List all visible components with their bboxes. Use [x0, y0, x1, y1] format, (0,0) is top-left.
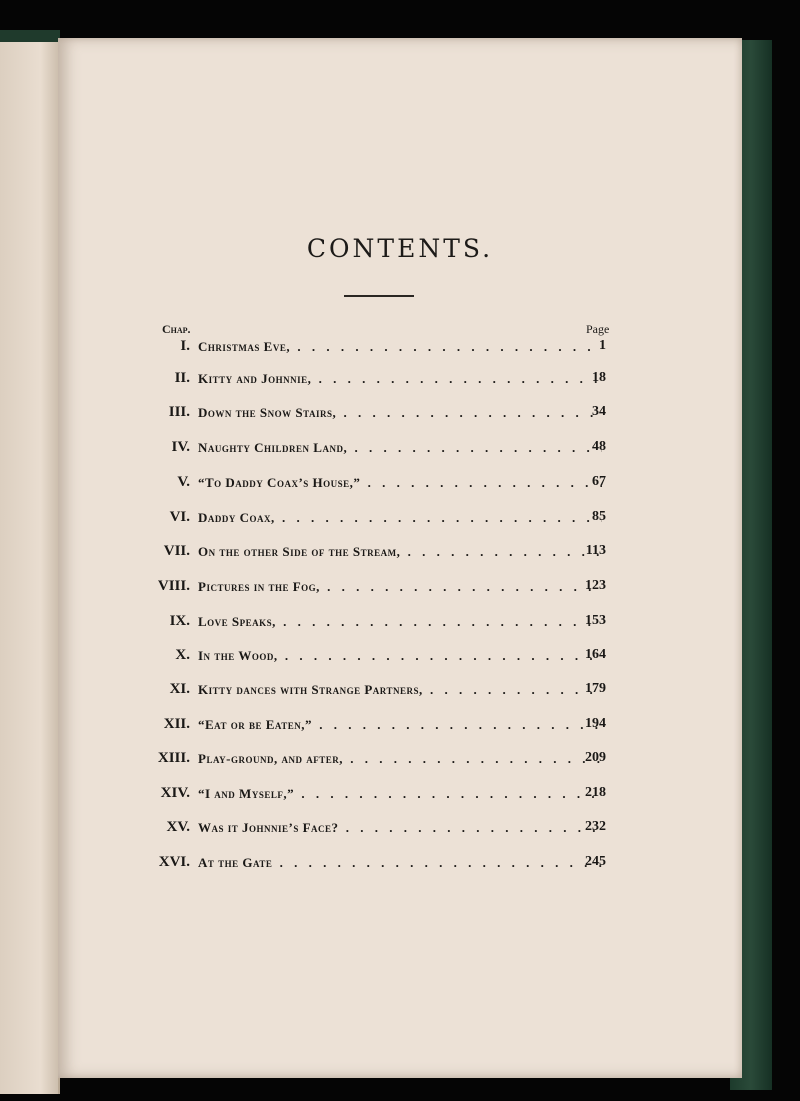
toc-entry — [58, 404, 742, 428]
page-column-heading: Page — [586, 322, 610, 336]
page-number: 164 — [585, 647, 606, 662]
chapter-title: Kitty and Johnnie, . . . — [198, 371, 602, 387]
chapter-numeral: V. — [177, 474, 190, 490]
title-rule — [344, 295, 414, 297]
chapter-title: On the other Side of the Stream, . . . — [198, 544, 602, 560]
page-number: 179 — [585, 681, 606, 696]
chapter-numeral: IX. — [169, 613, 190, 629]
page-number: 34 — [592, 404, 606, 419]
chapter-title: Down the Snow Stairs, . . . — [198, 405, 602, 421]
page-title: CONTENTS. — [306, 234, 494, 263]
chapter-numeral: XI. — [169, 681, 190, 697]
chapter-title: “To Daddy Coax’s House,” . . . — [198, 475, 602, 491]
chapter-title: Daddy Coax, . . . — [198, 510, 602, 526]
toc-entry — [58, 509, 742, 533]
toc-entry — [58, 578, 742, 602]
chapter-numeral: XIII. — [157, 750, 190, 766]
page-number: 194 — [585, 716, 606, 731]
toc-entry — [58, 613, 742, 637]
chapter-numeral: X. — [175, 647, 190, 663]
chapter-title: Love Speaks, . . . — [198, 614, 602, 630]
toc-entry — [58, 750, 742, 774]
page-number: 153 — [585, 613, 606, 628]
chapter-numeral: II. — [174, 370, 190, 386]
toc-entry — [58, 543, 742, 567]
chapter-title: Pictures in the Fog, . . . — [198, 579, 602, 595]
chapter-numeral: XII. — [163, 716, 190, 732]
chapter-numeral: XIV. — [160, 785, 190, 801]
chapter-numeral: I. — [180, 338, 190, 354]
toc-entry — [58, 338, 742, 362]
chapter-title: In the Wood, . . . — [198, 648, 602, 664]
page-number: 245 — [585, 854, 606, 869]
toc-entry — [58, 716, 742, 740]
page-number: 209 — [585, 750, 606, 765]
chapter-title: Was it Johnnie’s Face? . . . — [198, 820, 602, 836]
page-number: 218 — [585, 785, 606, 800]
toc-entry — [58, 370, 742, 394]
chapter-title: “Eat or be Eaten,” . . . — [198, 717, 602, 733]
chapter-numeral: XVI. — [158, 854, 190, 870]
toc-entry — [58, 439, 742, 463]
toc-entry — [58, 474, 742, 498]
chapter-numeral: VII. — [163, 543, 190, 559]
chapter-numeral: III. — [168, 404, 190, 420]
toc-entry — [58, 785, 742, 809]
chapter-title: “I and Myself,” . . . — [198, 786, 602, 802]
chapter-numeral: IV. — [171, 439, 190, 455]
page-number: 123 — [585, 578, 606, 593]
facing-page-edge — [0, 42, 60, 1094]
chapter-numeral: XV. — [166, 819, 190, 835]
page-number: 48 — [592, 439, 606, 454]
contents-page — [58, 38, 742, 1078]
page-number: 67 — [592, 474, 606, 489]
page-number: 232 — [585, 819, 606, 834]
chapter-numeral: VI. — [169, 509, 190, 525]
toc-entry — [58, 647, 742, 671]
chapter-numeral: VIII. — [157, 578, 190, 594]
page-number: 18 — [592, 370, 606, 385]
toc-entry — [58, 681, 742, 705]
chapter-title: Naughty Children Land, . . . — [198, 440, 602, 456]
toc-entry — [58, 854, 742, 878]
page-number: 113 — [585, 543, 606, 558]
chapter-title: Play-ground, and after, . . . — [198, 751, 602, 767]
chapter-title: At the Gate . . . — [198, 855, 602, 871]
page-number: 85 — [592, 509, 606, 524]
chapter-title: Christmas Eve, . . . — [198, 339, 602, 355]
toc-entry — [58, 819, 742, 843]
chapter-column-heading: Chap. — [162, 322, 191, 336]
chapter-title: Kitty dances with Strange Partners, . . . — [198, 682, 602, 698]
page-number: 1 — [599, 338, 606, 353]
